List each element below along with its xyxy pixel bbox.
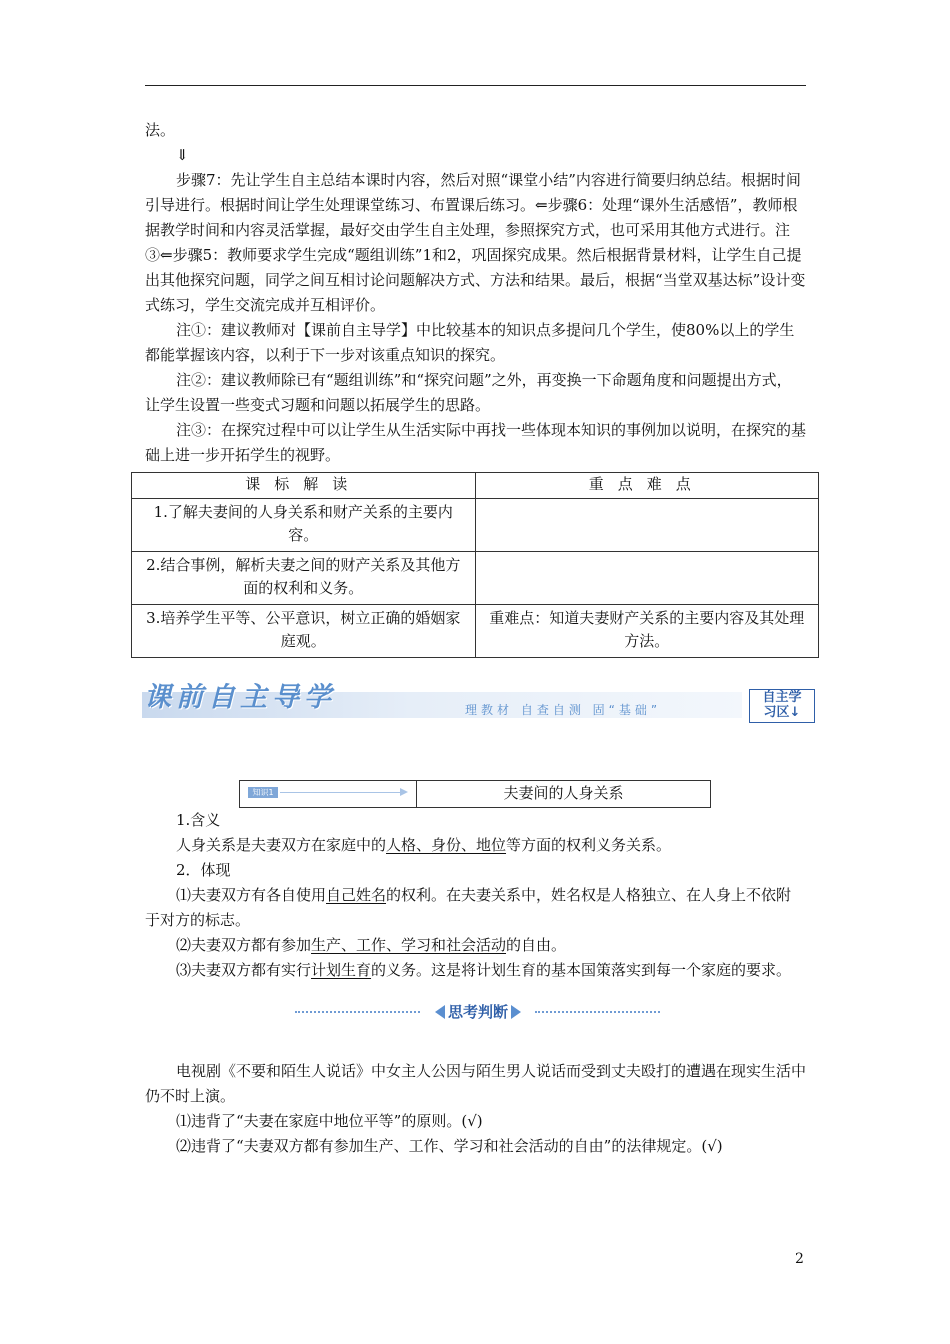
note1-paragraph: 注①：建议教师对【课前自主导学】中比较基本的知识点多提问几个学生，使80%以上的学生都能掌握该内容，以利于下一步对该重点知识的探究。 (145, 321, 795, 364)
dotted-line (295, 1011, 420, 1013)
think-judge-divider (145, 999, 806, 1025)
heading-manifestation: 2．体现 (176, 861, 231, 879)
manifestation-item: ⑴夫妻双方有各自使用自己姓名的权利。在夫妻关系中，姓名权是人格独立、在人身上不依附于对方的标志。 (145, 886, 792, 929)
banner-subtitle: 理教材 自查自测 固“基础” (465, 703, 662, 717)
keypoint-cell (475, 499, 819, 552)
page-number: 2 (795, 1251, 804, 1267)
heading-meaning: 1.含义 (176, 811, 221, 829)
step7-paragraph: 步骤7：先让学生自主总结本课时内容，然后对照“课堂小结”内容进行简要归纳总结。根据时间引导进行。根据时间让学生处理课堂练习、布置课后练习。⇐步骤6：处理“课外生活感悟”，教师根据教学时间和内容灵活掌握，最好交由学生自主处理，参照探究方式，也可采用其他方式进行。注③⇐步骤5：教师要求学生完成“题组训练”1和2，巩固探究成果。然后根据背景材料，让学生自己提出其他探究问题，同学之间互相讨论问题解决方式、方法和结果。最后，根据“当堂双基达标”设计变式练习，学生交流完成并互相评价。 (145, 171, 806, 314)
keypoint-cell: 重难点：知道夫妻财产关系的主要内容及其处理方法。 (475, 605, 819, 658)
objective-cell: 1.了解夫妻间的人身关系和财产关系的主要内容。 (132, 499, 476, 552)
down-arrow-icon: ⇓ (176, 146, 189, 164)
page-content (145, 118, 806, 1159)
table-row (132, 605, 819, 658)
manifestation-item: ⑶夫妻双方都有实行计划生育的义务。这是将计划生育的基本国策落实到每一个家庭的要求。 (176, 961, 792, 979)
underline-answer: 计划生育 (311, 961, 372, 979)
header-objectives: 课标解读 (132, 473, 476, 499)
keypoint-cell (475, 552, 819, 605)
knowledge-point-box (239, 780, 711, 808)
self-study-badge (749, 689, 815, 723)
underline-answer: 生产、工作、学习和社会活动 (311, 936, 507, 954)
knowledge-tag: 知识1 (248, 787, 278, 798)
underline-answer: 人格、身份、地位 (386, 836, 507, 854)
badge-line2: 习区↓ (763, 705, 801, 720)
knowledge-title: 夫妻间的人身关系 (503, 784, 624, 802)
tag-arrow-line (280, 792, 400, 793)
objective-cell: 3.培养学生平等、公平意识，树立正确的婚姻家庭观。 (132, 605, 476, 658)
triangle-right-icon (511, 1005, 521, 1019)
badge-line1: 自主学 (762, 690, 802, 705)
table-row (132, 552, 819, 605)
banner-title: 课前自主导学 (144, 682, 336, 713)
judgement-item: ⑵违背了“夫妻双方都有参加生产、工作、学习和社会活动的自由”的法律规定。(√) (176, 1137, 723, 1155)
header-keypoints: 重点难点 (475, 473, 819, 499)
section-banner (142, 684, 813, 724)
judgement-item: ⑴违背了“夫妻在家庭中地位平等”的原则。(√) (176, 1112, 483, 1130)
dotted-line (535, 1011, 660, 1013)
note2-paragraph: 注②：建议教师除已有“题组训练”和“探究问题”之外，再变换一下命题角度和问题提出方式，让学生设置一些变式习题和问题以拓展学生的思路。 (145, 371, 792, 414)
note3-paragraph: 注③：在探究过程中可以让学生从生活实际中再找一些体现本知识的事例加以说明，在探究的基础上进一步开拓学生的视野。 (145, 421, 807, 464)
triangle-left-icon (435, 1005, 445, 1019)
knowledge-tag-area (240, 781, 417, 807)
meaning-paragraph: 人身关系是夫妻双方在家庭中的人格、身份、地位等方面的权利义务关系。 (176, 836, 672, 854)
continued-text: 法。 (145, 121, 176, 139)
objectives-table (131, 472, 819, 658)
arrow-right-icon (400, 788, 408, 796)
header-rule (145, 85, 806, 86)
manifestation-item: ⑵夫妻双方都有参加生产、工作、学习和社会活动的自由。 (176, 936, 567, 954)
objective-cell: 2.结合事例，解析夫妻之间的财产关系及其他方面的权利和义务。 (132, 552, 476, 605)
think-judge-label: 思考判断 (422, 999, 534, 1025)
table-row (132, 499, 819, 552)
underline-answer: 自己姓名 (326, 886, 387, 904)
table-header-row (132, 473, 819, 499)
case-paragraph: 电视剧《不要和陌生人说话》中女主人公因与陌生男人说话而受到丈夫殴打的遭遇在现实生活中仍不时上演。 (145, 1062, 807, 1105)
